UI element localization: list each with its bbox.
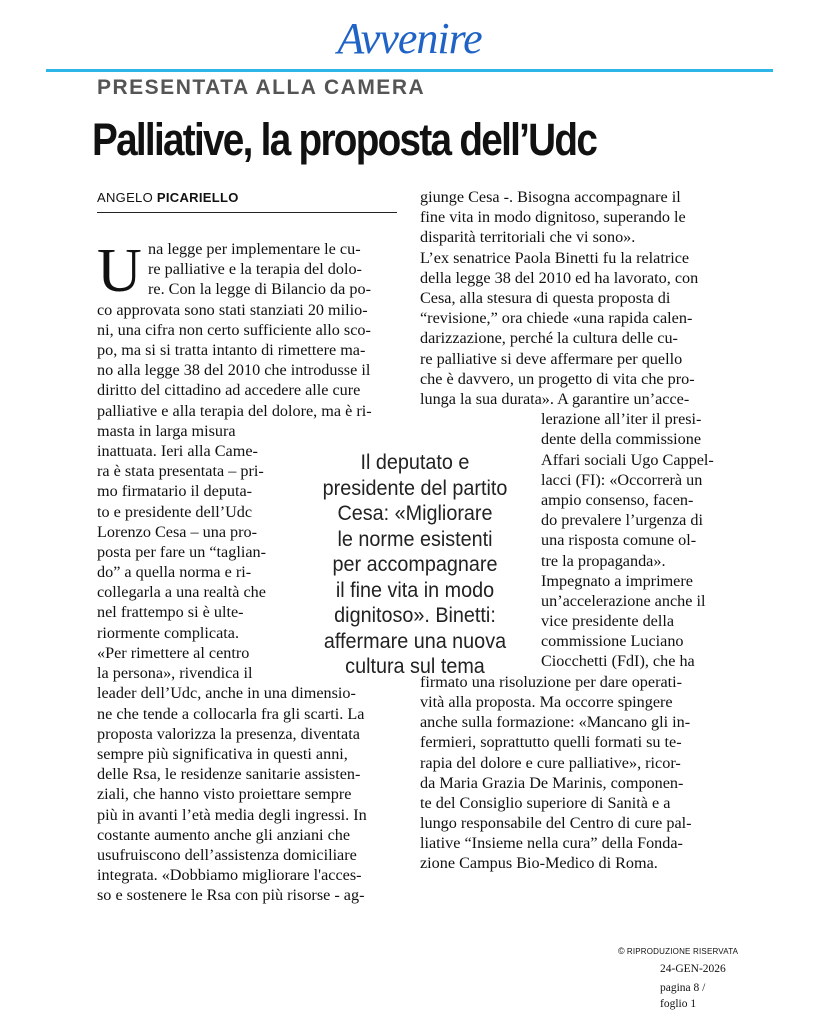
text-line: po, ma si si tratta intanto di rimettere ma- xyxy=(97,340,366,359)
text-line: leader dell’Udc, anche in una dimensio- xyxy=(97,684,356,703)
text-line: no alla legge 38 del 2010 che introdusse il xyxy=(97,361,371,380)
text-line: disparità territoriali che vi sono». xyxy=(420,228,636,247)
text-line: zione Campus Bio-Medico di Roma. xyxy=(420,854,658,873)
text-line: integrata. «Dobbiamo migliorare l'acces- xyxy=(97,866,362,885)
text-line: lungo responsabile del Centro di cure pal- xyxy=(420,814,692,833)
text-line: lacci (FI): «Occorrerà un xyxy=(541,470,703,489)
pull-quote-line: cultura sul tema xyxy=(345,654,485,678)
pull-quote-line: Cesa: «Migliorare xyxy=(337,501,493,525)
text-line: co approvata sono stati stanziati 20 milio- xyxy=(97,300,368,319)
text-line: tre la propaganda». xyxy=(541,551,666,570)
text-line: un’accelerazione anche il xyxy=(541,591,706,610)
text-line: do prevalere l’urgenza di xyxy=(541,511,703,530)
text-line: re palliative si deve affermare per quello xyxy=(420,349,683,368)
text-line: da Maria Grazia De Marinis, componen- xyxy=(420,773,684,792)
pull-quote-line: presidente del partito xyxy=(322,475,508,500)
article-headline: Palliative, la proposta dell’Udc xyxy=(92,114,597,165)
header-rule xyxy=(46,69,773,72)
copyright-icon: © xyxy=(618,946,625,956)
column-2-body-a xyxy=(420,187,698,409)
date-stamp: 24-GEN-2026 xyxy=(660,963,726,975)
text-line: ni, una cifra non certo sufficiente allo sco- xyxy=(97,320,371,339)
drop-cap: U xyxy=(97,237,142,305)
text-line: «Per rimettere al centro xyxy=(97,643,250,662)
text-line: mo firmatario il deputa- xyxy=(97,482,253,501)
text-line: vità alla proposta. Ma occorre spingere xyxy=(420,692,673,711)
copyright-text: RIPRODUZIONE RISERVATA xyxy=(626,947,739,956)
text-line: riormente complicata. xyxy=(97,623,240,642)
text-line: fine vita in modo dignitoso, superando le xyxy=(420,208,686,227)
text-line: so e sostenere le Rsa con più risorse - ag- xyxy=(97,886,365,905)
text-line: una risposta comune ol- xyxy=(541,531,697,550)
copyright-notice xyxy=(618,946,738,956)
text-line: darizzazione, perché la cultura delle cu- xyxy=(420,329,678,348)
column-1-intro xyxy=(148,239,371,300)
text-line: ziali, che hanno visto proiettare sempre xyxy=(97,785,352,804)
text-line: Impegnato a imprimere xyxy=(541,571,693,590)
pull-quote-line: Il deputato e xyxy=(360,450,470,474)
byline-rule xyxy=(97,212,397,213)
text-line: masta in larga misura xyxy=(97,421,236,440)
column-2-body-b xyxy=(541,409,714,671)
text-line: nel frattempo si è ulte- xyxy=(97,603,244,622)
text-line: re. Con la legge di Bilancio da po- xyxy=(148,280,371,299)
byline xyxy=(97,190,239,205)
text-line: Cesa, alla stesura di questa proposta di xyxy=(420,288,671,307)
pull-quote-line: le norme esistenti xyxy=(337,526,493,551)
text-line: ampio consenso, facen- xyxy=(541,490,694,509)
text-line: fermieri, soprattutto quelli formati su te- xyxy=(420,733,682,752)
text-line: Affari sociali Ugo Cappel- xyxy=(541,450,714,469)
text-line: Ciocchetti (FdI), che ha xyxy=(541,652,695,671)
text-line: dente della commissione xyxy=(541,430,702,449)
text-line: diritto del cittadino ad accedere alle cure xyxy=(97,381,361,400)
text-line: do” a quella norma e ri- xyxy=(97,563,252,582)
pull-quote xyxy=(309,450,521,680)
article-kicker: PRESENTATA ALLA CAMERA xyxy=(97,76,426,99)
pull-quote-line: per accompagnare xyxy=(332,552,498,576)
text-line: Lorenzo Cesa – una pro- xyxy=(97,522,258,541)
text-line: sempre più significativa in questi anni, xyxy=(97,744,348,763)
text-line: inattuata. Ieri alla Came- xyxy=(97,441,258,460)
text-line: ne che tende a collocarla fra gli scarti. La xyxy=(97,704,365,723)
text-line: commissione Luciano xyxy=(541,632,684,651)
text-line: giunge Cesa -. Bisogna accompagnare il xyxy=(420,188,681,206)
text-line: palliative e alla terapia del dolore, ma è ri- xyxy=(97,401,372,420)
text-line: te del Consiglio superiore di Sanità e a xyxy=(420,793,671,812)
text-line: lunga la sua durata». A garantire un’acce- xyxy=(420,389,690,408)
text-line: vice presidente della xyxy=(541,612,675,631)
sheet-number: foglio 1 xyxy=(660,998,697,1010)
column-1-body-b xyxy=(97,421,266,683)
text-line: che è davvero, un progetto di vita che pro- xyxy=(420,369,695,388)
pull-quote-line: dignitoso». Binetti: xyxy=(334,603,496,627)
text-line: L’ex senatrice Paola Binetti fu la relatrice xyxy=(420,248,690,267)
page-number: pagina 8 / xyxy=(660,982,706,994)
text-line: costante aumento anche gli anziani che xyxy=(97,825,351,844)
text-line: re palliative e la terapia del dolo- xyxy=(148,260,362,279)
text-line: “revisione,” ora chiede «una rapida calen- xyxy=(420,309,693,328)
column-2-body-c xyxy=(420,672,692,874)
text-line: na legge per implementare le cu- xyxy=(148,240,361,258)
text-line: ra è stata presentata – pri- xyxy=(97,462,264,481)
text-line: firmato una risoluzione per dare operati- xyxy=(420,672,683,691)
text-line: la persona», rivendica il xyxy=(97,664,253,683)
text-line: posta per fare un “taglian- xyxy=(97,542,266,561)
byline-first-name: ANGELO xyxy=(97,190,153,205)
text-line: to e presidente dell’Udc xyxy=(97,502,253,521)
text-line: lerazione all’iter il presi- xyxy=(541,410,702,429)
column-1-body-a xyxy=(97,300,372,421)
text-line: rapia del dolore e cure palliative», ricor- xyxy=(420,753,681,772)
column-1-body-c xyxy=(97,683,367,905)
text-line: liative “Insieme nella cura” della Fonda- xyxy=(420,834,683,853)
masthead-logo: Avvenire xyxy=(337,14,482,63)
byline-last-name: PICARIELLO xyxy=(156,190,239,205)
text-line: collegarla a una realtà che xyxy=(97,583,266,602)
text-line: della legge 38 del 2010 ed ha lavorato, con xyxy=(420,268,699,287)
text-line: usufruiscono dell’assistenza domiciliare xyxy=(97,845,357,864)
text-line: anche sulla formazione: «Mancano gli in- xyxy=(420,713,691,732)
text-line: più in avanti l’età media degli ingressi. In xyxy=(97,805,367,824)
text-line: delle Rsa, le residenze sanitarie assisten- xyxy=(97,765,361,784)
pull-quote-line: il fine vita in modo xyxy=(335,577,495,602)
pull-quote-line: affermare una nuova xyxy=(323,628,507,653)
text-line: proposta valorizza la presenza, diventata xyxy=(97,724,360,743)
